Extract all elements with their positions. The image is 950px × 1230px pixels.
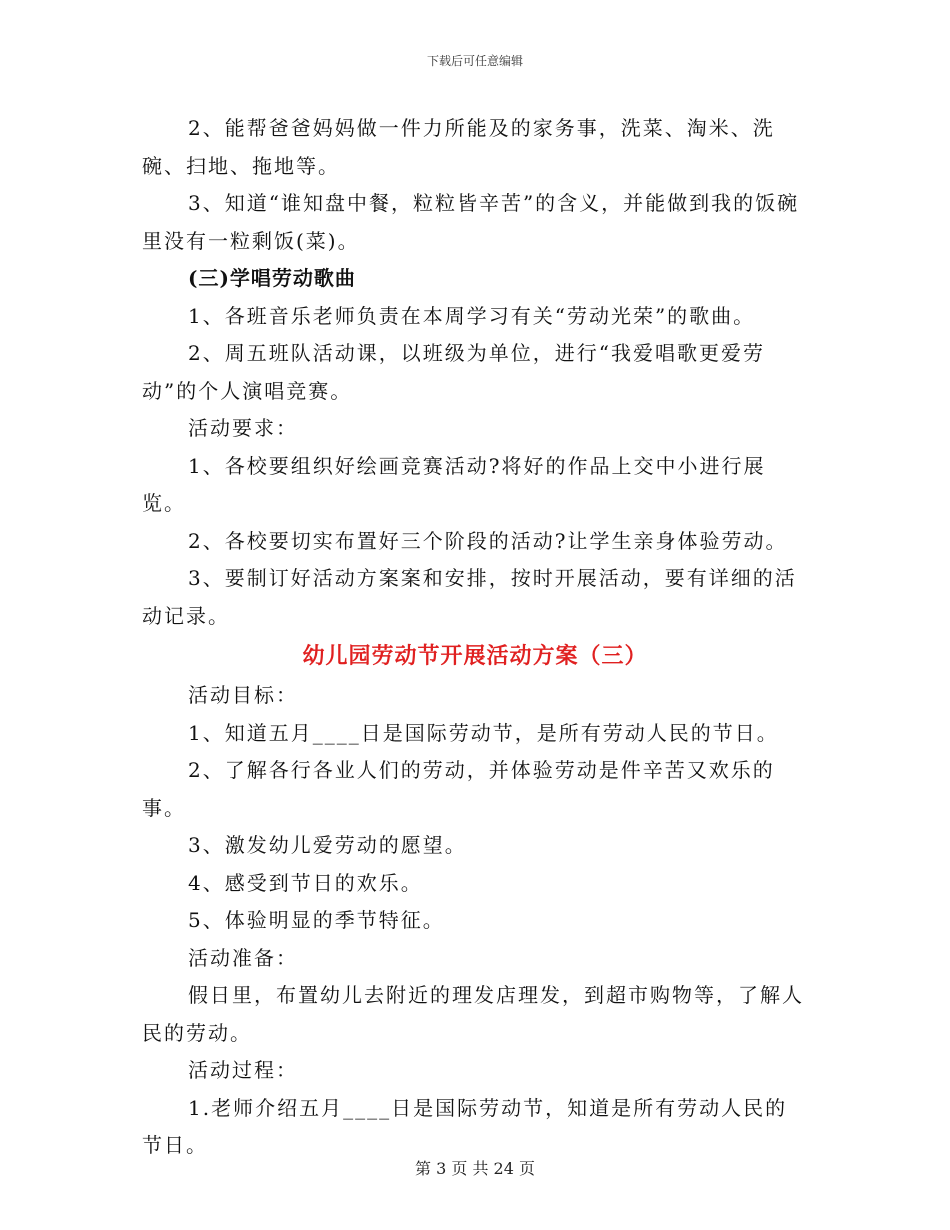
paragraph: 3、要制订好活动方案案和安排，按时开展活动，要有详细的活动记录。 [142,566,797,628]
paragraph: 2、了解各行各业人们的劳动，并体验劳动是件辛苦又欢乐的事。 [142,758,775,820]
paragraph: 5、体验明显的季节特征。 [188,908,445,932]
page-footer: 第 3 页 共 24 页 [415,1159,535,1178]
paragraph: 2、各校要切实布置好三个阶段的活动?让学生亲身体验劳动。 [188,528,788,553]
paragraph: 3、知道“谁知盘中餐，粒粒皆辛苦”的含义，并能做到我的饭碗里没有一粒剩饭(菜)。 [142,191,800,253]
page-header: 下载后可任意编辑 [426,54,523,68]
paragraph: 2、能帮爸爸妈妈做一件力所能及的家务事，洗菜、淘米、洗碗、扫地、拖地等。 [142,116,775,178]
section-heading: (三)学唱劳动歌曲 [188,266,356,290]
paragraph: 1、知道五月____日是国际劳动节，是所有劳动人民的节日。 [188,720,779,745]
paragraph: 2、周五班队活动课，以班级为单位，进行“我爱唱歌更爱劳动”的个人演唱竞赛。 [142,341,765,403]
paragraph: 3、激发幼儿爱劳动的愿望。 [188,833,467,857]
paragraph: 4、感受到节日的欢乐。 [188,870,423,895]
paragraph: 1.老师介绍五月____日是国际劳动节，知道是所有劳动人民的节日。 [142,1095,788,1157]
paragraph: 活动要求： [188,416,298,440]
paragraph: 活动准备： [188,945,298,970]
paragraph: 1、各校要组织好绘画竞赛活动?将好的作品上交中小进行展览。 [142,453,766,515]
paragraph: 活动过程： [188,1058,298,1082]
document-title: 幼儿园劳动节开展活动方案（三） [302,643,648,669]
paragraph: 1、各班音乐老师负责在本周学习有关“劳动光荣”的歌曲。 [188,303,756,328]
paragraph: 活动目标： [188,683,298,707]
paragraph: 假日里，布置幼儿去附近的理发店理发，到超市购物等，了解人民的劳动。 [142,983,804,1045]
document-body [142,110,808,1165]
